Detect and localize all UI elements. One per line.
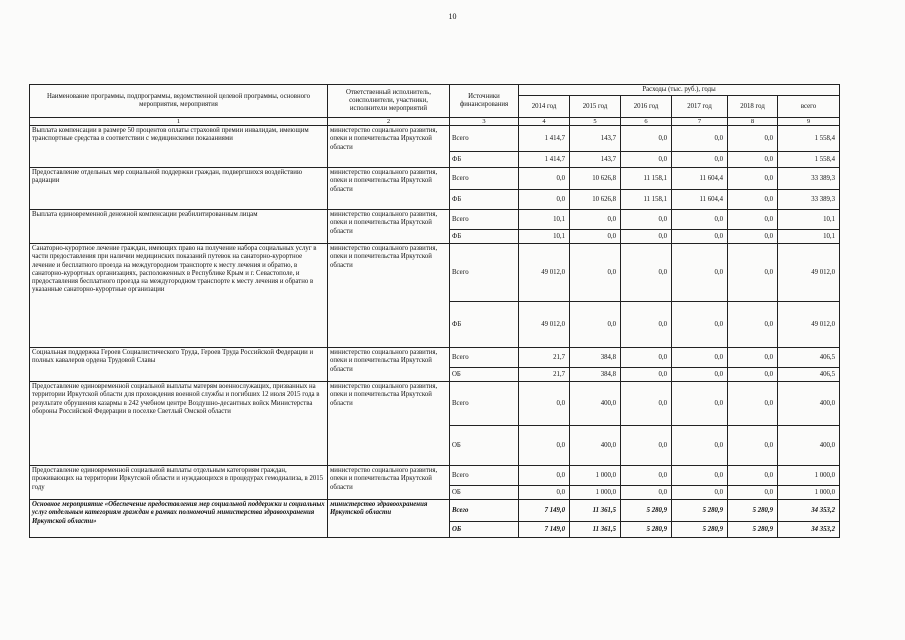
amount-cell: 0,0 xyxy=(728,168,778,190)
amount-cell: 0,0 xyxy=(519,190,570,210)
amount-cell: 10 626,8 xyxy=(570,190,621,210)
funding-source: ФБ xyxy=(450,230,519,244)
page-number: 10 xyxy=(448,12,457,21)
funding-source: ОБ xyxy=(450,522,519,538)
amount-cell: 0,0 xyxy=(728,190,778,210)
table-row xyxy=(30,466,840,486)
funding-source: ФБ xyxy=(450,190,519,210)
funding-source: Всего xyxy=(450,466,519,486)
activity-name: Выплата единовременной денежной компенсации реабилитированным лицам xyxy=(30,210,328,244)
funding-source: Всего xyxy=(450,210,519,230)
amount-cell: 384,8 xyxy=(570,368,621,382)
header-year: 2018 год xyxy=(728,96,778,118)
amount-cell: 0,0 xyxy=(519,382,570,426)
amount-cell: 11 158,1 xyxy=(621,168,672,190)
amount-cell: 0,0 xyxy=(728,230,778,244)
amount-cell: 0,0 xyxy=(621,486,672,500)
activity-name: Санаторно-курортное лечение граждан, имеющих право на получение набора социальных услуг в части предоставления при наличии медицинских показаний путевок на санаторно-курортное лечение и бесплатного проезда на междугородном транспорте к месту лечения и обратно, в санаторно-курортных организациях, расположенных в Республике Крым и г. Севастополе, и предоставления бесплатного проезда на междугородном транспорте к месту лечения и обратно в указанные санаторно-курортные организации xyxy=(30,244,328,348)
amount-cell: 0,0 xyxy=(621,382,672,426)
amount-cell: 0,0 xyxy=(519,168,570,190)
table-row xyxy=(30,348,840,368)
executor: министерство социального развития, опеки и попечительства Иркутской области xyxy=(328,348,450,382)
total-cell: 400,0 xyxy=(778,426,840,466)
amount-cell: 1 414,7 xyxy=(519,152,570,168)
amount-cell: 0,0 xyxy=(672,152,728,168)
amount-cell: 0,0 xyxy=(621,152,672,168)
amount-cell: 0,0 xyxy=(519,426,570,466)
executor: министерство социального развития, опеки и попечительства Иркутской области xyxy=(328,244,450,348)
funding-source: ФБ xyxy=(450,152,519,168)
amount-cell: 10,1 xyxy=(519,210,570,230)
activity-name: Предоставление отдельных мер социальной поддержки граждан, подвергшихся воздействию радиации xyxy=(30,168,328,210)
amount-cell: 0,0 xyxy=(519,486,570,500)
activity-name: Основное мероприятие «Обеспечение предоставления мер социальной поддержки и социальных услуг отдельным категориям граждан в рамках полномочий министерства здравоохранения Иркутской области» xyxy=(30,500,328,538)
column-index: 9 xyxy=(778,118,840,126)
total-cell: 1 558,4 xyxy=(778,152,840,168)
funding-source: ОБ xyxy=(450,426,519,466)
amount-cell: 10,1 xyxy=(519,230,570,244)
amount-cell: 0,0 xyxy=(728,302,778,348)
total-cell: 400,0 xyxy=(778,382,840,426)
amount-cell: 0,0 xyxy=(570,302,621,348)
amount-cell: 0,0 xyxy=(570,210,621,230)
total-cell: 1 558,4 xyxy=(778,126,840,152)
amount-cell: 143,7 xyxy=(570,126,621,152)
header-year: 2015 год xyxy=(570,96,621,118)
amount-cell: 400,0 xyxy=(570,426,621,466)
column-index: 3 xyxy=(450,118,519,126)
funding-source: ОБ xyxy=(450,486,519,500)
amount-cell: 0,0 xyxy=(519,466,570,486)
header-year: 2017 год xyxy=(672,96,728,118)
amount-cell: 0,0 xyxy=(728,126,778,152)
header-year: 2014 год xyxy=(519,96,570,118)
amount-cell: 0,0 xyxy=(621,368,672,382)
amount-cell: 21,7 xyxy=(519,368,570,382)
amount-cell: 7 149,0 xyxy=(519,500,570,522)
amount-cell: 5 280,9 xyxy=(672,500,728,522)
amount-cell: 0,0 xyxy=(672,302,728,348)
total-cell: 33 389,3 xyxy=(778,168,840,190)
amount-cell: 5 280,9 xyxy=(621,522,672,538)
header-year: всего xyxy=(778,96,840,118)
header-expenses: Расходы (тыс. руб.), годы xyxy=(519,85,840,96)
amount-cell: 0,0 xyxy=(570,230,621,244)
table-row xyxy=(30,126,840,152)
amount-cell: 0,0 xyxy=(621,244,672,302)
header-name: Наименование программы, подпрограммы, ведомственной целевой программы, основного мероприятия, мероприятия xyxy=(30,85,328,118)
table-row xyxy=(30,168,840,190)
amount-cell: 0,0 xyxy=(728,152,778,168)
funding-source: Всего xyxy=(450,126,519,152)
amount-cell: 0,0 xyxy=(621,126,672,152)
amount-cell: 49 012,0 xyxy=(519,244,570,302)
column-index: 8 xyxy=(728,118,778,126)
amount-cell: 0,0 xyxy=(621,210,672,230)
amount-cell: 0,0 xyxy=(672,466,728,486)
amount-cell: 21,7 xyxy=(519,348,570,368)
amount-cell: 0,0 xyxy=(672,368,728,382)
amount-cell: 0,0 xyxy=(728,426,778,466)
amount-cell: 0,0 xyxy=(672,126,728,152)
total-cell: 33 389,3 xyxy=(778,190,840,210)
executor: министерство социального развития, опеки и попечительства Иркутской области xyxy=(328,382,450,466)
amount-cell: 0,0 xyxy=(672,426,728,466)
amount-cell: 0,0 xyxy=(672,244,728,302)
amount-cell: 11 604,4 xyxy=(672,190,728,210)
column-index: 5 xyxy=(570,118,621,126)
amount-cell: 0,0 xyxy=(672,486,728,500)
header-year: 2016 год xyxy=(621,96,672,118)
total-cell: 49 012,0 xyxy=(778,302,840,348)
amount-cell: 0,0 xyxy=(621,302,672,348)
total-cell: 406,5 xyxy=(778,368,840,382)
total-cell: 1 000,0 xyxy=(778,486,840,500)
header-executor: Ответственный исполнитель, соисполнители, участники, исполнители мероприятий xyxy=(328,85,450,118)
amount-cell: 0,0 xyxy=(621,426,672,466)
activity-name: Выплата компенсации в размере 50 процентов оплаты страховой премии инвалидам, имеющим транспортные средства в соответствии с медицинскими показаниями xyxy=(30,126,328,168)
executor: министерство социального развития, опеки и попечительства Иркутской области xyxy=(328,126,450,168)
activity-name: Предоставление единовременной социальной выплаты матерям военнослужащих, призванных на территории Иркутской области для прохождения военной службы и погибших 12 июля 2015 года в результате обрушения казармы в 242 учебном центре Воздушно-десантных войск Министерства обороны Российской Федерации в поселке Светлый Омской области xyxy=(30,382,328,466)
total-cell: 49 012,0 xyxy=(778,244,840,302)
amount-cell: 384,8 xyxy=(570,348,621,368)
amount-cell: 5 280,9 xyxy=(728,522,778,538)
funding-source: ОБ xyxy=(450,368,519,382)
total-cell: 34 353,2 xyxy=(778,522,840,538)
amount-cell: 49 012,0 xyxy=(519,302,570,348)
activity-name: Социальная поддержка Героев Социалистического Труда, Героев Труда Российской Федерации и полных кавалеров ордена Трудовой Славы xyxy=(30,348,328,382)
total-cell: 10,1 xyxy=(778,230,840,244)
amount-cell: 0,0 xyxy=(621,466,672,486)
amount-cell: 0,0 xyxy=(728,382,778,426)
amount-cell: 1 000,0 xyxy=(570,486,621,500)
amount-cell: 0,0 xyxy=(728,466,778,486)
amount-cell: 0,0 xyxy=(672,382,728,426)
amount-cell: 143,7 xyxy=(570,152,621,168)
funding-source: Всего xyxy=(450,348,519,368)
amount-cell: 11 604,4 xyxy=(672,168,728,190)
total-cell: 34 353,2 xyxy=(778,500,840,522)
amount-cell: 11 361,5 xyxy=(570,522,621,538)
column-index: 1 xyxy=(30,118,328,126)
amount-cell: 0,0 xyxy=(728,348,778,368)
total-cell: 406,5 xyxy=(778,348,840,368)
amount-cell: 7 149,0 xyxy=(519,522,570,538)
funding-source: Всего xyxy=(450,244,519,302)
table-row xyxy=(30,244,840,302)
table-row xyxy=(30,500,840,522)
total-cell: 1 000,0 xyxy=(778,466,840,486)
amount-cell: 11 361,5 xyxy=(570,500,621,522)
amount-cell: 400,0 xyxy=(570,382,621,426)
amount-cell: 0,0 xyxy=(672,348,728,368)
amount-cell: 1 414,7 xyxy=(519,126,570,152)
amount-cell: 0,0 xyxy=(621,348,672,368)
funding-source: Всего xyxy=(450,382,519,426)
amount-cell: 5 280,9 xyxy=(728,500,778,522)
column-index: 2 xyxy=(328,118,450,126)
table-row xyxy=(30,382,840,426)
amount-cell: 11 158,1 xyxy=(621,190,672,210)
executor: министерство здравоохранения Иркутской области xyxy=(328,500,450,538)
column-index: 4 xyxy=(519,118,570,126)
funding-source: ФБ xyxy=(450,302,519,348)
amount-cell: 0,0 xyxy=(728,486,778,500)
amount-cell: 0,0 xyxy=(728,368,778,382)
amount-cell: 0,0 xyxy=(672,210,728,230)
amount-cell: 5 280,9 xyxy=(621,500,672,522)
header-source: Источники финансирования xyxy=(450,85,519,118)
expenses-table xyxy=(29,84,840,538)
amount-cell: 0,0 xyxy=(672,230,728,244)
amount-cell: 0,0 xyxy=(728,244,778,302)
column-index: 7 xyxy=(672,118,728,126)
executor: министерство социального развития, опеки и попечительства Иркутской области xyxy=(328,210,450,244)
amount-cell: 5 280,9 xyxy=(672,522,728,538)
table-row xyxy=(30,210,840,230)
executor: министерство социального развития, опеки и попечительства Иркутской области xyxy=(328,168,450,210)
amount-cell: 0,0 xyxy=(728,210,778,230)
amount-cell: 1 000,0 xyxy=(570,466,621,486)
funding-source: Всего xyxy=(450,500,519,522)
amount-cell: 0,0 xyxy=(570,244,621,302)
column-index: 6 xyxy=(621,118,672,126)
activity-name: Предоставление единовременной социальной выплаты отдельным категориям граждан, проживающих на территории Иркутской области и нуждающихся в процедурах гемодиализа, в 2015 году xyxy=(30,466,328,500)
amount-cell: 10 626,8 xyxy=(570,168,621,190)
funding-source: Всего xyxy=(450,168,519,190)
amount-cell: 0,0 xyxy=(621,230,672,244)
total-cell: 10,1 xyxy=(778,210,840,230)
executor: министерство социального развития, опеки и попечительства Иркутской области xyxy=(328,466,450,500)
